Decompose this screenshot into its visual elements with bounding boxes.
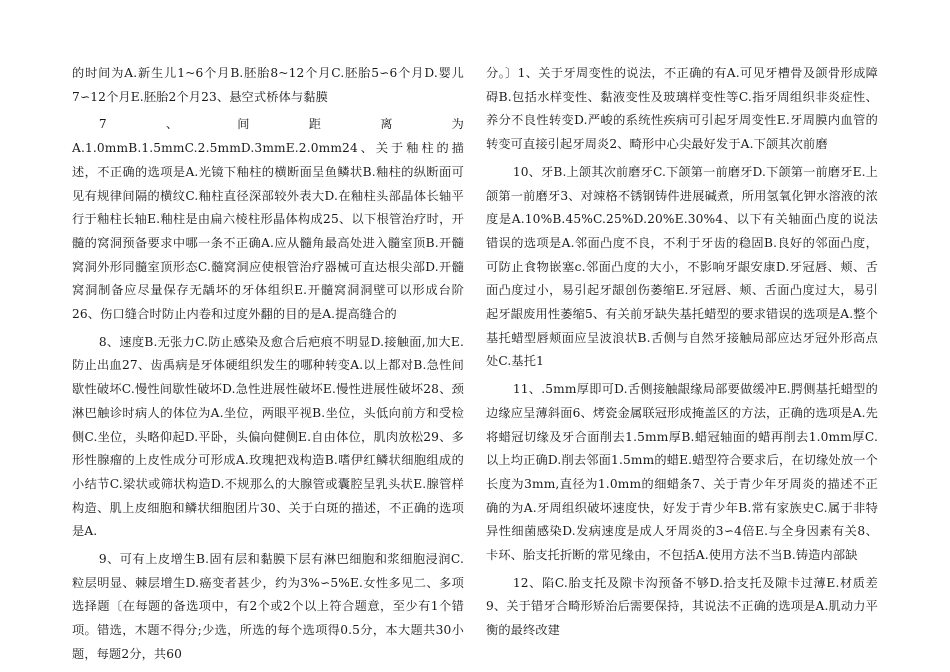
right-paragraph-4: 12、陷C.胎支托及隙卡沟预备不够D.拾支托及隙卡过薄E.材质差9、关于错牙合畸形矫治后需要保持，其说法不正确的选项是A.肌动力平衡的最终改建 xyxy=(486,575,878,638)
left-text-column xyxy=(72,62,464,667)
left-paragraph-1: 的时间为A.新生儿1~6个月B.胚胎8~12个月C.胚胎5∽6个月D.婴儿7∽12个月E.胚胎2个月23、悬空式桥体与黏膜 xyxy=(72,66,464,104)
right-paragraph-1: 分。〕1、关于牙周变性的说法，不正确的有A.可见牙槽骨及颌骨形成障碍B.包括水样变性、黏液变性及玻璃样变性等C.指牙周组织非炎症性、养分不良性转变D.严峻的系统性疾病可引起牙周变性E.牙周膜内血管的转变可直接引起牙周炎2、畸形中心尖最好发于A.下颌其次前磨 xyxy=(486,66,878,152)
left-paragraph-2: 7、间距离为A.1.0mmB.1.5mmC.2.5mmD.3mmE.2.0mm24、关于釉柱的描述，不正确的选项是A.光镜下釉柱的横断面呈鱼鳞状B.釉柱的纵断面可见有规律间隔的横纹C.釉柱直径深部较外表大D.在釉柱头部晶体长轴平行于釉柱长轴E.釉柱是由扁六棱柱形晶体构成25、以下根管治疗时，开髓的窝洞预备要求中哪一条不正确A.应从髓角最高处进入髓室顶B.开髓窝洞外形同髓室顶形态C.髓窝洞应使根管治疗器械可直达根尖部D.开髓窝洞制备应尽量保存无龋坏的牙体组织E.开髓窝洞洞壁可以形成台阶26、伤口缝合时防止内卷和过度外翻的目的是A.提高缝合的 xyxy=(72,117,464,322)
right-paragraph-3: 11、.5mm厚即可D.舌侧接触龈缘局部要做缓冲E.腭侧基托蜡型的边缘应呈薄斜面6、烤瓷金属联冠形成掩盖区的方法，正确的选项是A.先将蜡冠切缘及牙合面削去1.5mm厚B.蜡冠轴面的蜡再削去1.0mm厚C.以上均正确D.削去邻面1.5mm的蜡E.蜡型符合要求后，在切缘处放一个长度为3mm,直径为1.0mm的细蜡条7、关于青少年牙周炎的描述不正确的为A.牙周组织破坏速度快，好发于青少年B.常有家族史C.属于非特异性细菌感染D.发病速度是成人牙周炎的3∽4倍E.与全身因素有关8、卡环、胎支托折断的常见缘由，不包括A.使用方法不当B.铸造内部缺 xyxy=(486,382,878,563)
left-paragraph-4: 9、可有上皮增生B.固有层和黏膜下层有淋巴细胞和浆细胞浸润C.粒层明显、棘层增生D.癌变者甚少，约为3%∽5%E.女性多见二、多项选择题〔在每题的备选项中，有2个或2个以上符合题意，至少有1个错项。错选，木题不得分;少选，所选的每个选项得0.5分，本大题共30小题，每题2分，共60 xyxy=(72,552,464,661)
right-text-column xyxy=(486,62,878,643)
right-paragraph-2: 10、牙B.上颌其次前磨牙C.下颌第一前磨牙D.下颌第一前磨牙E.上颌第一前磨牙3、对竦格不锈钢铸件进展碱煮，所用氢氧化钾水溶液的浓度是A.10%B.45%C.25%D.20%E.30%4、以下有关轴面凸度的说法错误的选项是A.邻面凸度不良，不利于牙齿的稳固B.良好的邻面凸度，可防止食物嵌塞c.邻面凸度的大小，不影响牙龈安康D.牙冠唇、颊、舌面凸度过小，易引起牙龈创伤萎缩E.牙冠唇、颊、舌面凸度过大，易引起牙龈废用性萎缩5、有关前牙缺失基托蜡型的要求错误的选项是A.整个基托蜡型唇颊面应呈波浪状B.舌侧与自然牙接触局部应达牙冠外形高点处C.基托1 xyxy=(486,164,878,369)
left-paragraph-3: 8、速度B.无张力C.防止感染及愈合后疤痕不明显D.接触面,加大E.防止出血27、齿禹病是牙体硬组织发生的哪种转变A.以上都对B.急性间歇性破坏C.慢性间歇性破坏D.急性进展性破坏E.慢性进展性破坏28、颈淋巴触诊时病人的体位为A.坐位，两眼平视B.坐位，头低向前方和受检侧C.坐位，头略仰起D.平卧，头偏向健侧E.自由体位，肌肉放松29、多形性腺瘤的上皮性成分可形成A.玫瑰把戏构造B.嗜伊红鳞状细胞组成的小结节C.梁状或筛状构造D.不规那么的大腺管或囊腔呈乳头状E.腺管样构造、肌上皮细胞和鳞状细胞团片30、关于白斑的描述，不正确的选项是A. xyxy=(72,334,464,539)
